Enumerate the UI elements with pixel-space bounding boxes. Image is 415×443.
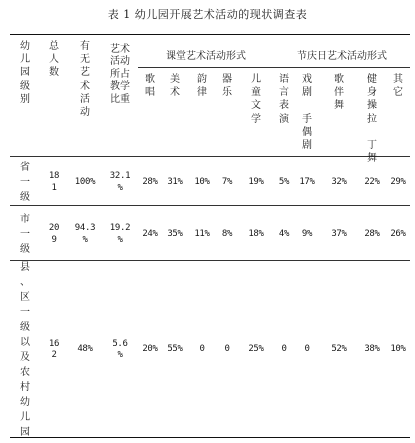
top-rule (10, 34, 410, 35)
subheader-art: 美 术 (170, 74, 180, 99)
row-summary-cell: 48% (77, 344, 93, 355)
row-total: 16 2 (48, 338, 60, 360)
row-value-cell: 11% (194, 228, 210, 239)
subheader-literature: 儿 童 文 学 (251, 74, 261, 125)
row-value-cell: 0 (199, 344, 205, 355)
row-value-cell: 17% (299, 176, 315, 187)
row-summary-cell: 94.3 % (74, 223, 96, 245)
row-level-label: 县 、 区 一 级 以 及 农 村 幼 儿 园 (20, 262, 30, 438)
row-value-cell: 0 (224, 344, 230, 355)
header-total: 总 人 数 (49, 41, 59, 79)
group-underline (138, 67, 410, 68)
row-value-cell: 10% (390, 344, 406, 355)
subheader-other: 其 它 (393, 74, 403, 99)
row-value-cell: 26% (390, 228, 406, 239)
row-level-label: 省 一 级 (20, 162, 30, 203)
subheader-drama: 戏 剧 手 偶 剧 (302, 74, 312, 151)
row-value-cell: 32% (331, 176, 347, 187)
row-value-cell: 35% (167, 228, 183, 239)
row-value-cell: 8% (221, 228, 233, 239)
row-value-cell: 31% (167, 176, 183, 187)
row-rule-1 (10, 205, 410, 206)
row-value-cell: 28% (364, 228, 380, 239)
row-value-cell: 0 (304, 344, 310, 355)
row-value-cell: 20% (142, 344, 158, 355)
row-value-cell: 0 (281, 344, 287, 355)
subheader-song-dance: 歌 伴 舞 (334, 74, 344, 112)
row-value-cell: 5% (278, 176, 290, 187)
header-level: 幼 儿 园 级 别 (20, 41, 30, 105)
bottom-rule (10, 437, 410, 438)
row-summary-cell: 32.1 % (109, 171, 131, 193)
row-rule-2 (10, 260, 410, 261)
row-value-cell: 38% (364, 344, 380, 355)
row-summary-cell: 100% (74, 176, 96, 187)
header-group-classroom: 课堂艺术活动形式 (166, 51, 246, 62)
subheader-language-show: 语 言 表 演 (279, 74, 289, 125)
row-value-cell: 4% (278, 228, 290, 239)
header-has-art: 有 无 艺 术 活 动 (80, 41, 90, 118)
row-value-cell: 19% (248, 176, 264, 187)
row-value-cell: 55% (167, 344, 183, 355)
subheader-fitness: 健 身 操 拉 丁 舞 (367, 74, 377, 165)
row-value-cell: 22% (364, 176, 380, 187)
row-level-label: 市 一 级 (20, 214, 30, 255)
row-value-cell: 24% (142, 228, 158, 239)
row-value-cell: 7% (221, 176, 233, 187)
row-value-cell: 52% (331, 344, 347, 355)
subheader-singing: 歌 唱 (145, 74, 155, 99)
row-value-cell: 28% (142, 176, 158, 187)
subheader-instrument: 器 乐 (222, 74, 232, 99)
row-summary-cell: 5.6 % (112, 338, 128, 360)
row-value-cell: 10% (194, 176, 210, 187)
row-total: 20 9 (48, 223, 60, 245)
table-title: 表 1 幼儿园开展艺术活动的现状调查表 (107, 8, 308, 21)
row-value-cell: 37% (331, 228, 347, 239)
row-value-cell: 25% (248, 344, 264, 355)
row-value-cell: 9% (301, 228, 313, 239)
row-total: 18 1 (48, 171, 60, 193)
row-value-cell: 18% (248, 228, 264, 239)
header-rule (10, 156, 410, 157)
subheader-rhythm: 韵 律 (197, 74, 207, 99)
row-summary-cell: 19.2 % (109, 223, 131, 245)
row-value-cell: 29% (390, 176, 406, 187)
header-group-festival: 节庆日艺术活动形式 (297, 51, 387, 62)
header-ratio: 艺术 活动 所占 教学 比重 (110, 43, 130, 105)
